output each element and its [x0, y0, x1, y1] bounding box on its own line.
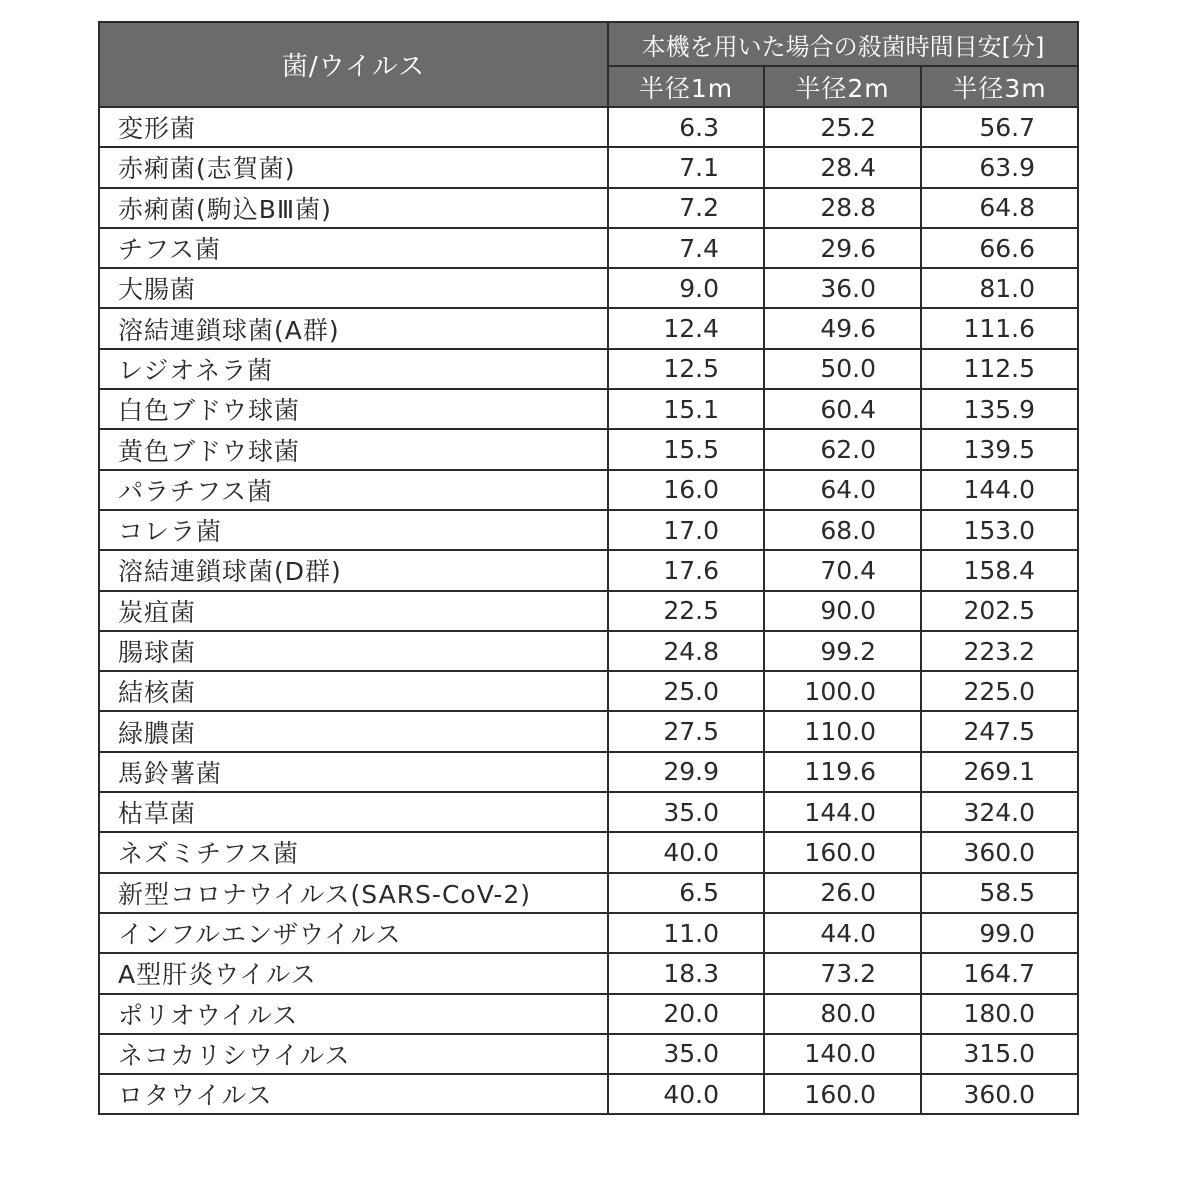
radius-2m-cell: 140.0 — [764, 1034, 921, 1074]
radius-3m-cell: 315.0 — [921, 1034, 1078, 1074]
radius-1m-cell: 27.5 — [608, 711, 764, 751]
organism-name-cell: 新型コロナウイルス(SARS-CoV-2) — [99, 873, 608, 913]
radius-1m-cell: 9.0 — [608, 268, 764, 308]
table-row — [99, 349, 1078, 389]
radius-3m-cell: 223.2 — [921, 631, 1078, 671]
radius-1m-cell: 20.0 — [608, 994, 764, 1034]
column-header-radius-2m: 半径2m — [764, 66, 921, 107]
radius-2m-cell: 70.4 — [764, 550, 921, 590]
radius-3m-cell: 202.5 — [921, 591, 1078, 631]
organism-name-cell: 溶結連鎖球菌(D群) — [99, 550, 608, 590]
table-row — [99, 994, 1078, 1034]
column-group-header-sterilization-time: 本機を用いた場合の殺菌時間目安[分] — [608, 22, 1078, 66]
radius-3m-cell: 144.0 — [921, 470, 1078, 510]
table-row — [99, 470, 1078, 510]
radius-1m-cell: 11.0 — [608, 913, 764, 953]
organism-name-cell: 変形菌 — [99, 107, 608, 147]
radius-1m-cell: 7.2 — [608, 188, 764, 228]
table-row — [99, 429, 1078, 469]
radius-1m-cell: 18.3 — [608, 953, 764, 993]
radius-1m-cell: 22.5 — [608, 591, 764, 631]
radius-1m-cell: 40.0 — [608, 1074, 764, 1114]
table-row — [99, 752, 1078, 792]
table-row — [99, 147, 1078, 187]
table-row — [99, 631, 1078, 671]
organism-name-cell: チフス菌 — [99, 228, 608, 268]
radius-1m-cell: 12.4 — [608, 308, 764, 348]
organism-name-cell: 結核菌 — [99, 671, 608, 711]
organism-name-cell: A型肝炎ウイルス — [99, 953, 608, 993]
radius-3m-cell: 66.6 — [921, 228, 1078, 268]
radius-2m-cell: 160.0 — [764, 832, 921, 872]
table-row — [99, 107, 1078, 147]
radius-2m-cell: 99.2 — [764, 631, 921, 671]
radius-1m-cell: 29.9 — [608, 752, 764, 792]
radius-1m-cell: 15.5 — [608, 429, 764, 469]
radius-2m-cell: 49.6 — [764, 308, 921, 348]
radius-1m-cell: 35.0 — [608, 792, 764, 832]
radius-3m-cell: 111.6 — [921, 308, 1078, 348]
radius-1m-cell: 12.5 — [608, 349, 764, 389]
radius-3m-cell: 269.1 — [921, 752, 1078, 792]
radius-2m-cell: 25.2 — [764, 107, 921, 147]
radius-3m-cell: 164.7 — [921, 953, 1078, 993]
radius-3m-cell: 63.9 — [921, 147, 1078, 187]
radius-1m-cell: 25.0 — [608, 671, 764, 711]
radius-2m-cell: 160.0 — [764, 1074, 921, 1114]
radius-3m-cell: 225.0 — [921, 671, 1078, 711]
organism-name-cell: ポリオウイルス — [99, 994, 608, 1034]
radius-2m-cell: 62.0 — [764, 429, 921, 469]
organism-name-cell: 黄色ブドウ球菌 — [99, 429, 608, 469]
radius-3m-cell: 81.0 — [921, 268, 1078, 308]
table-row — [99, 268, 1078, 308]
table-row — [99, 913, 1078, 953]
radius-2m-cell: 60.4 — [764, 389, 921, 429]
table-row — [99, 389, 1078, 429]
radius-3m-cell: 135.9 — [921, 389, 1078, 429]
organism-name-cell: 溶結連鎖球菌(A群) — [99, 308, 608, 348]
radius-2m-cell: 90.0 — [764, 591, 921, 631]
radius-2m-cell: 44.0 — [764, 913, 921, 953]
organism-name-cell: ネコカリシウイルス — [99, 1034, 608, 1074]
radius-3m-cell: 324.0 — [921, 792, 1078, 832]
organism-name-cell: 赤痢菌(志賀菌) — [99, 147, 608, 187]
organism-name-cell: 大腸菌 — [99, 268, 608, 308]
radius-1m-cell: 7.1 — [608, 147, 764, 187]
organism-name-cell: 緑膿菌 — [99, 711, 608, 751]
radius-2m-cell: 73.2 — [764, 953, 921, 993]
radius-2m-cell: 144.0 — [764, 792, 921, 832]
table-row — [99, 308, 1078, 348]
radius-2m-cell: 80.0 — [764, 994, 921, 1034]
radius-3m-cell: 247.5 — [921, 711, 1078, 751]
radius-2m-cell: 50.0 — [764, 349, 921, 389]
radius-3m-cell: 360.0 — [921, 1074, 1078, 1114]
radius-3m-cell: 99.0 — [921, 913, 1078, 953]
radius-1m-cell: 6.3 — [608, 107, 764, 147]
column-header-organism: 菌/ウイルス — [99, 22, 608, 107]
organism-name-cell: 赤痢菌(駒込BⅢ菌) — [99, 188, 608, 228]
radius-3m-cell: 64.8 — [921, 188, 1078, 228]
radius-1m-cell: 40.0 — [608, 832, 764, 872]
radius-1m-cell: 35.0 — [608, 1034, 764, 1074]
organism-name-cell: インフルエンザウイルス — [99, 913, 608, 953]
sterilization-time-table — [98, 21, 1079, 1115]
radius-2m-cell: 26.0 — [764, 873, 921, 913]
organism-name-cell: 馬鈴薯菌 — [99, 752, 608, 792]
organism-name-cell: 枯草菌 — [99, 792, 608, 832]
organism-name-cell: ロタウイルス — [99, 1074, 608, 1114]
table-row — [99, 792, 1078, 832]
table-body — [99, 107, 1078, 1114]
radius-1m-cell: 17.0 — [608, 510, 764, 550]
table-row — [99, 1074, 1078, 1114]
organism-name-cell: 腸球菌 — [99, 631, 608, 671]
table-header — [99, 22, 1078, 107]
radius-1m-cell: 7.4 — [608, 228, 764, 268]
radius-1m-cell: 16.0 — [608, 470, 764, 510]
organism-name-cell: コレラ菌 — [99, 510, 608, 550]
radius-2m-cell: 68.0 — [764, 510, 921, 550]
radius-1m-cell: 17.6 — [608, 550, 764, 590]
organism-name-cell: 炭疽菌 — [99, 591, 608, 631]
organism-name-cell: 白色ブドウ球菌 — [99, 389, 608, 429]
radius-2m-cell: 64.0 — [764, 470, 921, 510]
radius-2m-cell: 28.8 — [764, 188, 921, 228]
radius-3m-cell: 139.5 — [921, 429, 1078, 469]
radius-3m-cell: 56.7 — [921, 107, 1078, 147]
radius-2m-cell: 29.6 — [764, 228, 921, 268]
column-header-radius-3m: 半径3m — [921, 66, 1078, 107]
table-row — [99, 188, 1078, 228]
radius-2m-cell: 100.0 — [764, 671, 921, 711]
radius-3m-cell: 180.0 — [921, 994, 1078, 1034]
radius-2m-cell: 28.4 — [764, 147, 921, 187]
radius-2m-cell: 110.0 — [764, 711, 921, 751]
table-row — [99, 550, 1078, 590]
table-row — [99, 228, 1078, 268]
table-row — [99, 711, 1078, 751]
radius-3m-cell: 158.4 — [921, 550, 1078, 590]
table-row — [99, 591, 1078, 631]
radius-3m-cell: 360.0 — [921, 832, 1078, 872]
organism-name-cell: パラチフス菌 — [99, 470, 608, 510]
column-header-radius-1m: 半径1m — [608, 66, 764, 107]
organism-name-cell: レジオネラ菌 — [99, 349, 608, 389]
table-row — [99, 1034, 1078, 1074]
radius-3m-cell: 153.0 — [921, 510, 1078, 550]
radius-1m-cell: 24.8 — [608, 631, 764, 671]
table-row — [99, 873, 1078, 913]
radius-2m-cell: 119.6 — [764, 752, 921, 792]
organism-name-cell: ネズミチフス菌 — [99, 832, 608, 872]
radius-3m-cell: 112.5 — [921, 349, 1078, 389]
radius-1m-cell: 15.1 — [608, 389, 764, 429]
radius-3m-cell: 58.5 — [921, 873, 1078, 913]
table-row — [99, 510, 1078, 550]
table-row — [99, 671, 1078, 711]
radius-1m-cell: 6.5 — [608, 873, 764, 913]
table-row — [99, 832, 1078, 872]
radius-2m-cell: 36.0 — [764, 268, 921, 308]
table-row — [99, 953, 1078, 993]
